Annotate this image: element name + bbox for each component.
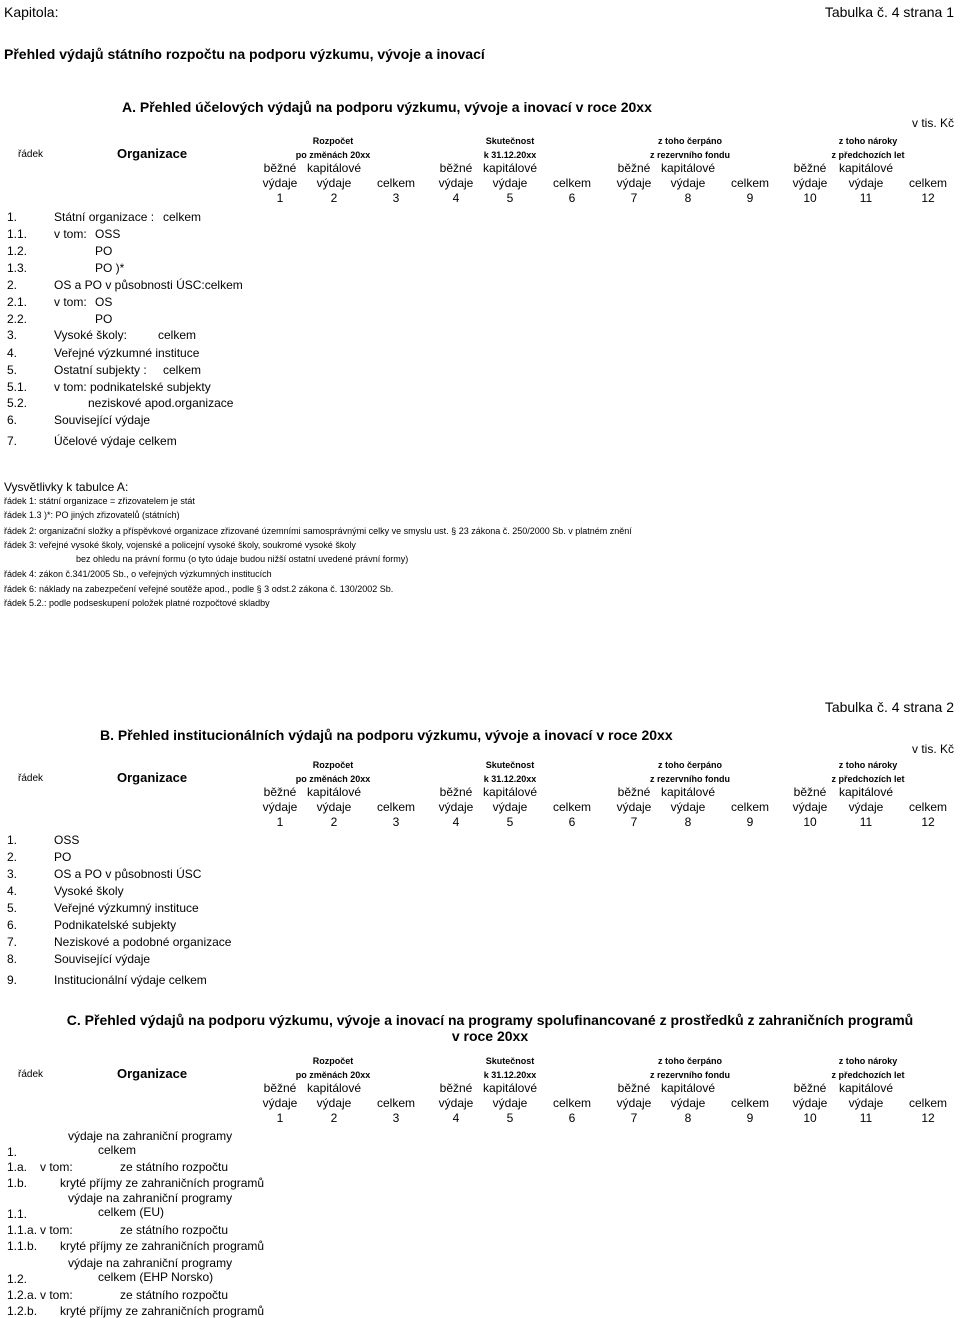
row-number: 1.3. <box>7 261 28 275</box>
row-label-l1: výdaje na zahraniční programy <box>68 1191 233 1205</box>
group-header-l2: z rezervního fondu <box>649 150 730 160</box>
row-number: 1. <box>7 210 18 224</box>
row-label: kryté příjmy ze zahraničních programů <box>60 1239 265 1253</box>
row-number: 1.2.b. <box>7 1304 38 1318</box>
col-kap-l1: kapitálové <box>306 161 362 175</box>
note-line: řádek 3: veřejné vysoké školy, vojenské a policejní vysoké školy, soukromé vysoké školy <box>4 540 356 550</box>
col-kap-l1: kapitálové <box>660 161 716 175</box>
col-bezne-l1: běžné <box>439 161 473 175</box>
col-kap-l1: kapitálové <box>306 785 362 799</box>
col-number: 2 <box>330 191 338 205</box>
row-number: 2.1. <box>7 295 28 309</box>
row-label-2: celkem <box>163 210 202 224</box>
row-label: Veřejné výzkumné instituce <box>54 346 200 360</box>
row-number: 5. <box>7 901 18 915</box>
row-label: OSS <box>54 833 80 847</box>
row-label: Účelové výdaje celkem <box>54 434 177 448</box>
col-celkem: celkem <box>730 1096 769 1110</box>
radek-header: řádek <box>18 1069 44 1080</box>
col-bezne-l1: běžné <box>263 1081 297 1095</box>
group-header-l2: z předchozích let <box>831 774 905 784</box>
section-a-title: A. Přehled účelových výdajů na podporu výzkumu, vývoje a inovací v roce 20xx <box>122 99 652 115</box>
col-bezne-l1: běžné <box>793 161 827 175</box>
col-number: 3 <box>392 1111 400 1125</box>
col-bezne-l2: výdaje <box>792 1096 828 1110</box>
row-label-2: PO )* <box>95 261 125 275</box>
row-number: 1.b. <box>7 1176 28 1190</box>
group-header-l2: po změnách 20xx <box>295 774 371 784</box>
col-bezne-l2: výdaje <box>616 1096 652 1110</box>
row-number: 1.1. <box>7 227 28 241</box>
col-number: 9 <box>746 1111 754 1125</box>
col-kap-l2: výdaje <box>492 800 528 814</box>
col-kap-l1: kapitálové <box>838 161 894 175</box>
col-number: 5 <box>506 191 514 205</box>
col-number: 1 <box>276 191 284 205</box>
col-bezne-l2: výdaje <box>438 1096 474 1110</box>
col-kap-l1: kapitálové <box>660 1081 716 1095</box>
col-bezne-l1: běžné <box>793 785 827 799</box>
col-number: 9 <box>746 191 754 205</box>
row-label: kryté příjmy ze zahraničních programů <box>60 1176 265 1190</box>
col-kap-l1: kapitálové <box>482 1081 538 1095</box>
col-celkem: celkem <box>730 800 769 814</box>
row-number: 4. <box>7 884 18 898</box>
row-number: 4. <box>7 346 18 360</box>
row-number: 1. <box>7 833 18 847</box>
note-line: řádek 6: náklady na zabezpečení veřejné soutěže apod., podle § 3 odst.2 zákona č. 130/2002 Sb. <box>4 584 394 594</box>
col-number: 1 <box>276 815 284 829</box>
row-number: 2.2. <box>7 312 28 326</box>
col-kap-l1: kapitálové <box>306 1081 362 1095</box>
col-number: 1 <box>276 1111 284 1125</box>
col-celkem: celkem <box>376 176 415 190</box>
row-number: 1.2. <box>7 1272 28 1286</box>
col-celkem: celkem <box>376 1096 415 1110</box>
main-title: Přehled výdajů státního rozpočtu na podporu výzkumu, vývoje a inovací <box>4 46 485 62</box>
row-number: 2. <box>7 278 18 292</box>
col-number: 12 <box>921 815 935 829</box>
row-label-2: neziskové apod.organizace <box>88 396 234 410</box>
row-number: 1.1. <box>7 1207 28 1221</box>
col-kap-l1: kapitálové <box>660 785 716 799</box>
group-header-l1: Rozpočet <box>312 136 354 146</box>
row-label-l1: výdaje na zahraniční programy <box>68 1129 233 1143</box>
col-number: 8 <box>684 1111 692 1125</box>
col-celkem: celkem <box>376 800 415 814</box>
group-header-l1: Rozpočet <box>312 760 354 770</box>
row-number: 9. <box>7 973 18 987</box>
group-header-l2: k 31.12.20xx <box>483 1070 537 1080</box>
group-header-l2: z rezervního fondu <box>649 774 730 784</box>
group-header-l2: z rezervního fondu <box>649 1070 730 1080</box>
row-number: 5. <box>7 363 18 377</box>
row-number: 1.a. <box>7 1160 28 1174</box>
row-label: ze státního rozpočtu <box>120 1223 229 1237</box>
col-celkem: celkem <box>908 800 947 814</box>
col-kap-l2: výdaje <box>670 1096 706 1110</box>
group-header-l1: Skutečnost <box>485 1056 535 1066</box>
row-label-2: celkem <box>158 328 197 342</box>
units-b: v tis. Kč <box>911 742 954 756</box>
section-c-title-line2: v roce 20xx <box>451 1028 529 1044</box>
col-kap-l1: kapitálové <box>482 785 538 799</box>
group-header-l1: z toho nároky <box>838 136 898 146</box>
row-vtom: v tom: <box>40 1223 73 1237</box>
col-number: 8 <box>684 191 692 205</box>
col-number: 5 <box>506 1111 514 1125</box>
table-ref-2: Tabulka č. 4 strana 2 <box>824 699 954 715</box>
col-number: 4 <box>452 191 460 205</box>
col-kap-l1: kapitálové <box>838 1081 894 1095</box>
col-number: 3 <box>392 815 400 829</box>
group-header-l1: Skutečnost <box>485 136 535 146</box>
col-number: 6 <box>568 1111 576 1125</box>
row-label: kryté příjmy ze zahraničních programů <box>60 1304 265 1318</box>
row-number: 3. <box>7 328 18 342</box>
note-line: řádek 5.2.: podle podseskupení položek platné rozpočtové skladby <box>4 598 270 608</box>
row-label: v tom: podnikatelské subjekty <box>54 380 211 394</box>
row-number: 1.2. <box>7 244 28 258</box>
row-label: Veřejné výzkumný instituce <box>54 901 199 915</box>
col-number: 6 <box>568 191 576 205</box>
col-number: 6 <box>568 815 576 829</box>
units-a: v tis. Kč <box>911 116 954 130</box>
group-header-l2: z předchozích let <box>831 1070 905 1080</box>
col-number: 10 <box>803 191 817 205</box>
col-number: 5 <box>506 815 514 829</box>
col-number: 7 <box>630 815 638 829</box>
col-bezne-l2: výdaje <box>262 176 298 190</box>
col-bezne-l1: běžné <box>263 785 297 799</box>
col-number: 3 <box>392 191 400 205</box>
note-line: řádek 1: státní organizace = zřizovatelem je stát <box>4 496 195 506</box>
row-label: ze státního rozpočtu <box>120 1288 229 1302</box>
row-label: v tom: <box>54 295 87 309</box>
col-number: 12 <box>921 1111 935 1125</box>
col-bezne-l1: běžné <box>439 785 473 799</box>
col-kap-l2: výdaje <box>848 176 884 190</box>
col-celkem: celkem <box>552 1096 591 1110</box>
col-number: 7 <box>630 191 638 205</box>
note-line: řádek 4: zákon č.341/2005 Sb., o veřejných výzkumných institucích <box>4 569 272 579</box>
row-number: 7. <box>7 935 18 949</box>
col-celkem: celkem <box>552 800 591 814</box>
col-number: 2 <box>330 1111 338 1125</box>
col-bezne-l1: běžné <box>439 1081 473 1095</box>
row-number: 3. <box>7 867 18 881</box>
note-line: řádek 1.3 )*: PO jiných zřizovatelů (státních) <box>4 510 180 520</box>
row-number: 5.2. <box>7 396 28 410</box>
col-bezne-l2: výdaje <box>616 800 652 814</box>
row-label: Ostatní subjekty : <box>54 363 147 377</box>
radek-header: řádek <box>18 149 44 160</box>
row-label-l1: výdaje na zahraniční programy <box>68 1256 233 1270</box>
group-header-l2: k 31.12.20xx <box>483 774 537 784</box>
section-b-title: B. Přehled institucionálních výdajů na podporu výzkumu, vývoje a inovací v roce 20xx <box>100 727 673 743</box>
col-celkem: celkem <box>908 176 947 190</box>
organizace-header: Organizace <box>117 146 188 161</box>
col-number: 12 <box>921 191 935 205</box>
row-label: Související výdaje <box>54 952 151 966</box>
row-label: Institucionální výdaje celkem <box>54 973 207 987</box>
col-bezne-l2: výdaje <box>262 800 298 814</box>
col-kap-l2: výdaje <box>492 1096 528 1110</box>
col-number: 9 <box>746 815 754 829</box>
row-number: 1.2.a. <box>7 1288 38 1302</box>
row-label-l2: celkem (EHP Norsko) <box>98 1270 214 1284</box>
group-header-l1: Rozpočet <box>312 1056 354 1066</box>
table-ref-1: Tabulka č. 4 strana 1 <box>824 4 954 20</box>
col-number: 7 <box>630 1111 638 1125</box>
row-label: Neziskové a podobné organizace <box>54 935 232 949</box>
note-line: bez ohledu na právní formu (o tyto údaje budou nižší ostatní uvedené právní formy) <box>76 554 409 564</box>
organizace-header: Organizace <box>117 1066 188 1081</box>
chapter-label: Kapitola: <box>4 4 59 20</box>
col-kap-l2: výdaje <box>670 176 706 190</box>
col-number: 11 <box>859 815 873 829</box>
row-label: Vysoké školy <box>54 884 124 898</box>
group-header-l1: z toho nároky <box>838 1056 898 1066</box>
group-header-l1: Skutečnost <box>485 760 535 770</box>
col-bezne-l2: výdaje <box>262 1096 298 1110</box>
row-number: 8. <box>7 952 18 966</box>
col-kap-l2: výdaje <box>316 1096 352 1110</box>
col-number: 11 <box>859 1111 873 1125</box>
row-number: 5.1. <box>7 380 28 394</box>
row-label-2: celkem <box>163 363 202 377</box>
organizace-header: Organizace <box>117 770 188 785</box>
notes-title: Vysvětlivky k tabulce A: <box>4 480 129 494</box>
col-bezne-l2: výdaje <box>792 800 828 814</box>
row-label: Státní organizace : <box>54 210 155 224</box>
col-kap-l2: výdaje <box>670 800 706 814</box>
row-label-2: PO <box>95 312 113 326</box>
radek-header: řádek <box>18 773 44 784</box>
row-number: 2. <box>7 850 18 864</box>
col-bezne-l1: běžné <box>617 1081 651 1095</box>
row-number: 1.1.a. <box>7 1223 38 1237</box>
col-bezne-l1: běžné <box>793 1081 827 1095</box>
section-c-title <box>40 1012 940 1044</box>
row-label-l2: celkem (EU) <box>98 1205 165 1219</box>
col-number: 2 <box>330 815 338 829</box>
group-header-l2: po změnách 20xx <box>295 150 371 160</box>
group-header-l2: po změnách 20xx <box>295 1070 371 1080</box>
row-label: Podnikatelské subjekty <box>54 918 177 932</box>
col-bezne-l2: výdaje <box>616 176 652 190</box>
col-bezne-l1: běžné <box>263 161 297 175</box>
col-number: 4 <box>452 815 460 829</box>
group-header-l1: z toho nároky <box>838 760 898 770</box>
row-label: OS a PO v působnosti ÚSC:celkem <box>54 278 243 292</box>
row-number: 6. <box>7 413 18 427</box>
row-number: 6. <box>7 918 18 932</box>
col-number: 10 <box>803 1111 817 1125</box>
row-label: v tom: <box>54 227 87 241</box>
col-bezne-l2: výdaje <box>438 176 474 190</box>
col-kap-l2: výdaje <box>492 176 528 190</box>
col-number: 11 <box>859 191 873 205</box>
col-kap-l1: kapitálové <box>482 161 538 175</box>
col-kap-l2: výdaje <box>848 1096 884 1110</box>
group-header-l2: k 31.12.20xx <box>483 150 537 160</box>
col-number: 4 <box>452 1111 460 1125</box>
row-label-2: PO <box>95 244 113 258</box>
col-bezne-l1: běžné <box>617 785 651 799</box>
row-vtom: v tom: <box>40 1288 73 1302</box>
row-label: OS a PO v působnosti ÚSC <box>54 867 202 881</box>
col-celkem: celkem <box>552 176 591 190</box>
group-header-l1: z toho čerpáno <box>657 760 722 770</box>
row-number: 7. <box>7 434 18 448</box>
col-number: 8 <box>684 815 692 829</box>
row-label: PO <box>54 850 72 864</box>
row-vtom: v tom: <box>40 1160 73 1174</box>
col-kap-l2: výdaje <box>316 800 352 814</box>
row-number: 1. <box>7 1145 18 1159</box>
col-bezne-l1: běžné <box>617 161 651 175</box>
col-kap-l2: výdaje <box>848 800 884 814</box>
col-celkem: celkem <box>730 176 769 190</box>
row-label: ze státního rozpočtu <box>120 1160 229 1174</box>
group-header-l1: z toho čerpáno <box>657 136 722 146</box>
group-header-l2: z předchozích let <box>831 150 905 160</box>
row-label-2: OSS <box>95 227 121 241</box>
col-kap-l2: výdaje <box>316 176 352 190</box>
row-label-l2: celkem <box>98 1143 137 1157</box>
row-label: Související výdaje <box>54 413 151 427</box>
col-kap-l1: kapitálové <box>838 785 894 799</box>
col-bezne-l2: výdaje <box>792 176 828 190</box>
section-c-title-line1: C. Přehled výdajů na podporu výzkumu, vývoje a inovací na programy spolufinancované z prostředků z zahraničních programů <box>66 1012 914 1028</box>
col-number: 10 <box>803 815 817 829</box>
note-line: řádek 2: organizační složky a příspěvkové organizace zřizované územními samosprávnými celky ve smyslu ust. § 23 zákona č. 250/2000 Sb. v platném znění <box>4 526 632 536</box>
col-bezne-l2: výdaje <box>438 800 474 814</box>
row-label: Vysoké školy: <box>54 328 127 342</box>
group-header-l1: z toho čerpáno <box>657 1056 722 1066</box>
row-number: 1.1.b. <box>7 1239 38 1253</box>
col-celkem: celkem <box>908 1096 947 1110</box>
row-label-2: OS <box>95 295 113 309</box>
